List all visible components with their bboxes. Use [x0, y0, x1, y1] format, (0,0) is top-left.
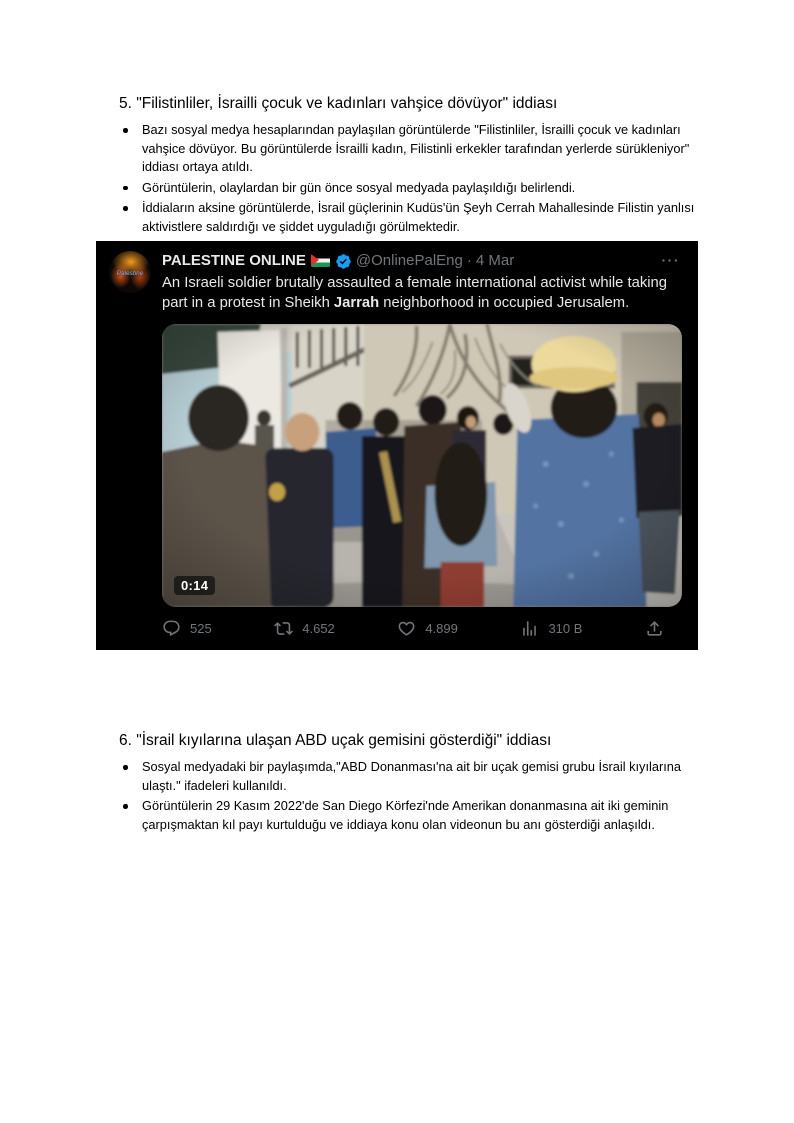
bullet-text: Görüntülerin, olaylardan bir gün önce sosyal medyada paylaşıldığı belirlendi. [142, 179, 576, 195]
video-scene [162, 324, 682, 607]
section-6 [96, 731, 698, 834]
tweet-separator: · [466, 252, 472, 269]
palestine-flag-icon [311, 254, 330, 267]
bullet-text: Sosyal medyadaki bir paylaşımda,"ABD Donanması'na ait bir uçak gemisi grubu İsrail kıyılarına ulaştı." ifadeleri kullanıldı. [142, 759, 682, 793]
tweet-date[interactable]: 4 Mar [475, 252, 515, 269]
video-thumbnail[interactable] [162, 324, 682, 607]
bullet-dot-icon [123, 186, 128, 191]
bullet-dot-icon [123, 206, 128, 211]
views-count: 310 B [548, 621, 583, 636]
flag-triangle [311, 254, 319, 266]
section-5-bullet-list [96, 121, 698, 236]
retweet-count: 4.652 [302, 621, 335, 636]
section-5-heading: 5. "Filistinliler, İsrailli çocuk ve kadınları vahşice dövüyor" iddiası [119, 95, 558, 112]
video-timestamp: 0:14 [174, 576, 215, 595]
section-6-bullet-list [96, 758, 698, 834]
views-icon [520, 619, 539, 638]
tweet-header [162, 251, 682, 270]
bullet-dot-icon [123, 128, 128, 133]
tweet-text-part: neighborhood in occupied Jerusalem. [379, 295, 630, 311]
bullet-text: Görüntülerin 29 Kasım 2022'de San Diego Körfezi'nde Amerikan donanmasına ait iki geminin çarpışmaktan kıl payı kurtulduğu ve iddiaya konu olan videonun bu anı gösterdiği anlaşıldı. [142, 798, 669, 832]
section-5 [96, 94, 698, 236]
tweet-display-name[interactable]: PALESTINE ONLINE [162, 252, 306, 269]
bullet-text: İddiaların aksine görüntülerde, İsrail güçlerinin Kudüs'ün Şeyh Cerrah Mahallesinde Filistin yanlısı aktivistlere saldırdığı ve şiddet uyguladığı görülmektedir. [142, 200, 695, 234]
bullet-dot-icon [123, 804, 128, 809]
like-button[interactable] [397, 619, 458, 638]
bullet-item [96, 179, 698, 198]
document-content [96, 0, 698, 836]
reply-button[interactable] [162, 619, 212, 638]
tweet-content [162, 251, 682, 638]
tweet-handle[interactable]: @OnlinePalEng [355, 252, 463, 269]
tweet-text-part: An Israeli soldier brutally assaulted a female international activist while taking part in a protest in Sheikh [162, 275, 667, 311]
tweet-action-bar [162, 619, 682, 638]
tweet-text [162, 273, 682, 313]
avatar-label: Palestine [116, 270, 144, 278]
like-count: 4.899 [425, 621, 458, 636]
bullet-dot-icon [123, 765, 128, 770]
views-button[interactable] [520, 619, 582, 638]
reply-icon [162, 619, 181, 638]
share-button[interactable] [645, 619, 664, 638]
avatar[interactable] [109, 251, 151, 293]
verified-badge-icon [335, 253, 352, 270]
bullet-item [96, 199, 698, 236]
tweet-text-bold: Jarrah [333, 295, 380, 311]
section-6-heading: 6. "İsrail kıyılarına ulaşan ABD uçak gemisini gösterdiği" iddiası [119, 732, 552, 749]
more-icon[interactable]: ··· [661, 252, 680, 268]
reply-count: 525 [190, 621, 212, 636]
bullet-item [96, 758, 698, 795]
bullet-text: Bazı sosyal medya hesaplarından paylaşılan görüntülerde "Filistinliler, İsrailli çocuk ve kadınları vahşice dövüyor. Bu görüntülerde İsrailli kadın, Filistinli erkekler tarafından yerlerde sürükleniyor" iddiası ortaya atıldı. [142, 122, 690, 174]
retweet-button[interactable] [274, 619, 335, 638]
bullet-item [96, 797, 698, 834]
tweet-card[interactable] [96, 241, 698, 650]
bullet-item [96, 121, 698, 177]
share-icon [645, 619, 664, 638]
retweet-icon [274, 619, 293, 638]
like-icon [397, 619, 416, 638]
